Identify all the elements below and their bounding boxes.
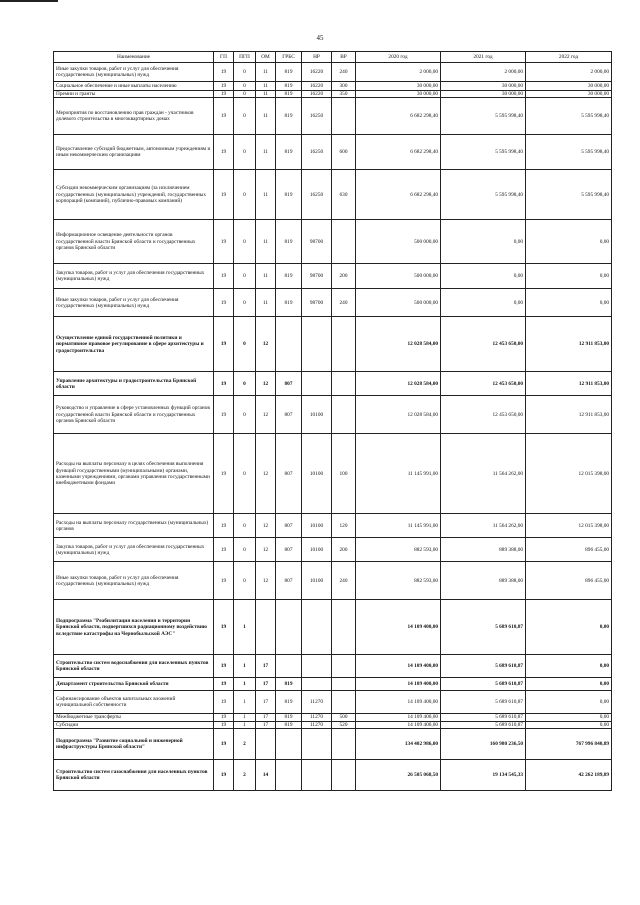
row-vr: 240 bbox=[332, 562, 356, 600]
row-grbs bbox=[276, 655, 302, 678]
header-vr: ВР bbox=[332, 52, 356, 63]
top-rule bbox=[0, 0, 58, 2]
row-gp: 19 bbox=[214, 372, 234, 396]
table-row bbox=[54, 514, 612, 538]
row-pgp: 0 bbox=[234, 434, 256, 514]
row-nr bbox=[302, 372, 332, 396]
table-row bbox=[54, 760, 612, 791]
row-2021: 12 453 650,00 bbox=[441, 317, 526, 372]
row-2020: 14 109 400,00 bbox=[356, 721, 441, 728]
row-om: 11 bbox=[256, 63, 276, 82]
row-vr bbox=[332, 220, 356, 264]
row-2020: 14 109 400,00 bbox=[356, 655, 441, 678]
row-2022: 12 911 853,00 bbox=[526, 372, 612, 396]
row-vr bbox=[332, 600, 356, 655]
row-nr bbox=[302, 729, 332, 760]
row-om: 12 bbox=[256, 317, 276, 372]
row-2020: 14 109 400,00 bbox=[356, 691, 441, 714]
row-name: Премии и гранты bbox=[54, 91, 214, 98]
row-nr: 10100 bbox=[302, 562, 332, 600]
row-om: 17 bbox=[256, 691, 276, 714]
row-vr: 120 bbox=[332, 514, 356, 538]
row-vr: 240 bbox=[332, 63, 356, 82]
row-nr: 98700 bbox=[302, 264, 332, 289]
header-name: Наименование bbox=[54, 52, 214, 63]
row-pgp: 0 bbox=[234, 396, 256, 434]
header-2022: 2022 год bbox=[526, 52, 612, 63]
table-row bbox=[54, 600, 612, 655]
row-2020: 30 000,00 bbox=[356, 91, 441, 98]
row-2022: 2 000,00 bbox=[526, 63, 612, 82]
table-row bbox=[54, 264, 612, 289]
table-row bbox=[54, 317, 612, 372]
table-row bbox=[54, 655, 612, 678]
row-grbs: 819 bbox=[276, 170, 302, 220]
row-om: 11 bbox=[256, 264, 276, 289]
row-2020: 6 682 298,40 bbox=[356, 170, 441, 220]
header-om: ОМ bbox=[256, 52, 276, 63]
row-gp: 19 bbox=[214, 317, 234, 372]
row-pgp: 1 bbox=[234, 721, 256, 728]
row-2021: 30 000,00 bbox=[441, 82, 526, 91]
row-vr: 500 bbox=[332, 714, 356, 721]
row-om: 11 bbox=[256, 220, 276, 264]
row-vr bbox=[332, 691, 356, 714]
row-2022: 0,00 bbox=[526, 220, 612, 264]
row-grbs bbox=[276, 600, 302, 655]
row-om: 11 bbox=[256, 82, 276, 91]
row-om: 12 bbox=[256, 396, 276, 434]
row-gp: 19 bbox=[214, 655, 234, 678]
row-vr: 520 bbox=[332, 721, 356, 728]
row-gp: 19 bbox=[214, 82, 234, 91]
table-row bbox=[54, 91, 612, 98]
row-2020: 882 593,00 bbox=[356, 538, 441, 562]
row-name: Строительство систем водоснабжения для населенных пунктов Брянской области bbox=[54, 655, 214, 678]
row-om: 12 bbox=[256, 562, 276, 600]
table-row bbox=[54, 721, 612, 728]
row-om: 17 bbox=[256, 714, 276, 721]
row-2022: 0,00 bbox=[526, 691, 612, 714]
row-2020: 14 109 400,00 bbox=[356, 678, 441, 691]
row-nr: 98700 bbox=[302, 220, 332, 264]
row-2022: 0,00 bbox=[526, 721, 612, 728]
row-gp: 19 bbox=[214, 98, 234, 135]
row-gp: 19 bbox=[214, 760, 234, 791]
row-om bbox=[256, 600, 276, 655]
header-pgp: ПГП bbox=[234, 52, 256, 63]
row-2022: 42 262 189,89 bbox=[526, 760, 612, 791]
row-nr: 16220 bbox=[302, 82, 332, 91]
row-om: 12 bbox=[256, 434, 276, 514]
row-2021: 0,00 bbox=[441, 220, 526, 264]
row-grbs: 819 bbox=[276, 91, 302, 98]
row-2022: 0,00 bbox=[526, 600, 612, 655]
row-pgp: 2 bbox=[234, 760, 256, 791]
row-nr: 16250 bbox=[302, 98, 332, 135]
row-vr bbox=[332, 317, 356, 372]
row-pgp: 1 bbox=[234, 600, 256, 655]
row-2022: 0,00 bbox=[526, 678, 612, 691]
header-nr: НР bbox=[302, 52, 332, 63]
table-row bbox=[54, 538, 612, 562]
row-2022: 896 455,00 bbox=[526, 538, 612, 562]
row-grbs bbox=[276, 317, 302, 372]
row-2020: 500 000,00 bbox=[356, 264, 441, 289]
row-name: Иные закупки товаров, работ и услуг для обеспечения государственных (муниципальных) нужд bbox=[54, 289, 214, 317]
row-om: 12 bbox=[256, 538, 276, 562]
row-2022: 5 595 998,40 bbox=[526, 98, 612, 135]
row-nr: 98700 bbox=[302, 289, 332, 317]
row-om: 12 bbox=[256, 514, 276, 538]
row-grbs: 807 bbox=[276, 434, 302, 514]
row-om: 11 bbox=[256, 135, 276, 170]
row-nr: 16220 bbox=[302, 63, 332, 82]
row-om: 17 bbox=[256, 655, 276, 678]
row-vr: 200 bbox=[332, 538, 356, 562]
row-nr: 10100 bbox=[302, 396, 332, 434]
row-pgp: 1 bbox=[234, 714, 256, 721]
budget-table bbox=[53, 51, 612, 791]
row-gp: 19 bbox=[214, 562, 234, 600]
row-2020: 14 109 400,00 bbox=[356, 714, 441, 721]
row-2022: 12 015 398,00 bbox=[526, 514, 612, 538]
row-2020: 500 000,00 bbox=[356, 289, 441, 317]
row-name: Строительство систем газоснабжения для населенных пунктов Брянской области bbox=[54, 760, 214, 791]
row-2020: 12 028 584,00 bbox=[356, 317, 441, 372]
row-vr: 100 bbox=[332, 434, 356, 514]
row-2020: 30 000,00 bbox=[356, 82, 441, 91]
row-2021: 0,00 bbox=[441, 264, 526, 289]
row-vr bbox=[332, 98, 356, 135]
table-row bbox=[54, 562, 612, 600]
row-om: 11 bbox=[256, 91, 276, 98]
row-nr bbox=[302, 317, 332, 372]
table-row bbox=[54, 98, 612, 135]
row-2021: 5 595 998,40 bbox=[441, 98, 526, 135]
row-grbs: 819 bbox=[276, 63, 302, 82]
row-name: Субсидии bbox=[54, 721, 214, 728]
row-pgp: 0 bbox=[234, 82, 256, 91]
row-2021: 5 689 610,87 bbox=[441, 655, 526, 678]
row-grbs: 819 bbox=[276, 289, 302, 317]
row-nr: 16220 bbox=[302, 91, 332, 98]
row-name: Предоставление субсидий бюджетным, автономным учреждениям и иным некоммерческим организациям bbox=[54, 135, 214, 170]
row-gp: 19 bbox=[214, 264, 234, 289]
row-2021: 12 453 650,00 bbox=[441, 372, 526, 396]
table-row bbox=[54, 170, 612, 220]
row-grbs: 819 bbox=[276, 714, 302, 721]
row-gp: 19 bbox=[214, 91, 234, 98]
row-nr: 10100 bbox=[302, 514, 332, 538]
row-2021: 889 388,00 bbox=[441, 562, 526, 600]
row-grbs: 807 bbox=[276, 514, 302, 538]
table-row bbox=[54, 678, 612, 691]
row-2022: 30 000,00 bbox=[526, 91, 612, 98]
row-vr bbox=[332, 372, 356, 396]
row-2021: 11 564 262,00 bbox=[441, 434, 526, 514]
row-2020: 6 682 298,40 bbox=[356, 98, 441, 135]
row-om bbox=[256, 729, 276, 760]
row-grbs: 819 bbox=[276, 220, 302, 264]
row-gp: 19 bbox=[214, 721, 234, 728]
row-2020: 11 145 991,00 bbox=[356, 514, 441, 538]
row-pgp: 0 bbox=[234, 264, 256, 289]
row-om: 17 bbox=[256, 678, 276, 691]
row-2021: 0,00 bbox=[441, 289, 526, 317]
row-grbs: 819 bbox=[276, 691, 302, 714]
row-name: Департамент строительства Брянской области bbox=[54, 678, 214, 691]
row-grbs bbox=[276, 729, 302, 760]
row-nr bbox=[302, 655, 332, 678]
row-vr bbox=[332, 760, 356, 791]
row-2022: 5 595 998,40 bbox=[526, 135, 612, 170]
row-gp: 19 bbox=[214, 63, 234, 82]
table-row bbox=[54, 691, 612, 714]
header-2021: 2021 год bbox=[441, 52, 526, 63]
header-gp: ГП bbox=[214, 52, 234, 63]
row-name: Расходы на выплаты персоналу государственных (муниципальных) органов bbox=[54, 514, 214, 538]
row-om: 11 bbox=[256, 170, 276, 220]
row-vr: 240 bbox=[332, 289, 356, 317]
row-grbs: 819 bbox=[276, 135, 302, 170]
table-row bbox=[54, 729, 612, 760]
row-nr bbox=[302, 760, 332, 791]
row-gp: 19 bbox=[214, 538, 234, 562]
row-name: Управление архитектуры и градостроительства Брянской области bbox=[54, 372, 214, 396]
header-2020: 2020 год bbox=[356, 52, 441, 63]
row-2020: 2 000,00 bbox=[356, 63, 441, 82]
row-2020: 882 593,00 bbox=[356, 562, 441, 600]
row-vr bbox=[332, 396, 356, 434]
row-2022: 896 455,00 bbox=[526, 562, 612, 600]
row-gp: 19 bbox=[214, 170, 234, 220]
row-pgp: 1 bbox=[234, 678, 256, 691]
row-pgp: 0 bbox=[234, 538, 256, 562]
table-row bbox=[54, 396, 612, 434]
row-pgp: 0 bbox=[234, 317, 256, 372]
row-nr: 16250 bbox=[302, 170, 332, 220]
row-gp: 19 bbox=[214, 514, 234, 538]
row-pgp: 0 bbox=[234, 372, 256, 396]
row-pgp: 2 bbox=[234, 729, 256, 760]
row-pgp: 0 bbox=[234, 562, 256, 600]
row-gp: 19 bbox=[214, 220, 234, 264]
row-grbs bbox=[276, 760, 302, 791]
page-number: 45 bbox=[316, 34, 324, 42]
row-om: 11 bbox=[256, 98, 276, 135]
row-grbs: 807 bbox=[276, 372, 302, 396]
row-pgp: 0 bbox=[234, 91, 256, 98]
row-name: Руководство и управление в сфере установленных функций органов государственной власти Брянской области и государственных органов Брянской области bbox=[54, 396, 214, 434]
row-grbs: 807 bbox=[276, 396, 302, 434]
row-2020: 12 028 584,00 bbox=[356, 372, 441, 396]
row-name: Осуществление единой государственной политики и нормативное правовое регулирование в сфере архитектуры и градостроительства bbox=[54, 317, 214, 372]
row-2021: 5 689 610,87 bbox=[441, 714, 526, 721]
row-grbs: 819 bbox=[276, 721, 302, 728]
row-gp: 19 bbox=[214, 691, 234, 714]
row-2020: 6 682 298,40 bbox=[356, 135, 441, 170]
row-name: Закупка товаров, работ и услуг для обеспечения государственных (муниципальных) нужд bbox=[54, 538, 214, 562]
row-gp: 19 bbox=[214, 714, 234, 721]
row-2020: 11 145 991,00 bbox=[356, 434, 441, 514]
row-pgp: 1 bbox=[234, 691, 256, 714]
row-grbs: 819 bbox=[276, 82, 302, 91]
row-gp: 19 bbox=[214, 600, 234, 655]
row-2021: 5 689 610,87 bbox=[441, 721, 526, 728]
row-name: Социальное обеспечение и иные выплаты населению bbox=[54, 82, 214, 91]
row-vr bbox=[332, 678, 356, 691]
row-2021: 889 388,00 bbox=[441, 538, 526, 562]
row-om: 11 bbox=[256, 289, 276, 317]
row-gp: 19 bbox=[214, 289, 234, 317]
row-2021: 160 980 236,50 bbox=[441, 729, 526, 760]
row-pgp: 0 bbox=[234, 170, 256, 220]
row-2020: 14 109 400,00 bbox=[356, 600, 441, 655]
row-2020: 26 505 068,50 bbox=[356, 760, 441, 791]
row-2021: 19 134 545,33 bbox=[441, 760, 526, 791]
row-gp: 19 bbox=[214, 678, 234, 691]
header-grbs: ГРБС bbox=[276, 52, 302, 63]
row-pgp: 0 bbox=[234, 514, 256, 538]
row-grbs: 819 bbox=[276, 678, 302, 691]
row-nr: 10100 bbox=[302, 434, 332, 514]
row-pgp: 0 bbox=[234, 289, 256, 317]
row-2022: 12 015 398,00 bbox=[526, 434, 612, 514]
row-2021: 5 595 998,40 bbox=[441, 135, 526, 170]
row-2022: 30 000,00 bbox=[526, 82, 612, 91]
table-row bbox=[54, 220, 612, 264]
row-2020: 12 028 584,00 bbox=[356, 396, 441, 434]
row-name: Информационное освещение деятельности органов государственной власти Брянской области и государственных органов Брянской области bbox=[54, 220, 214, 264]
table-row bbox=[54, 714, 612, 721]
row-2021: 12 453 650,00 bbox=[441, 396, 526, 434]
row-gp: 19 bbox=[214, 434, 234, 514]
row-nr: 16250 bbox=[302, 135, 332, 170]
row-nr bbox=[302, 678, 332, 691]
row-2022: 0,00 bbox=[526, 655, 612, 678]
row-name: Закупка товаров, работ и услуг для обеспечения государственных (муниципальных) нужд bbox=[54, 264, 214, 289]
row-grbs: 807 bbox=[276, 538, 302, 562]
table-row bbox=[54, 289, 612, 317]
row-2022: 12 911 853,00 bbox=[526, 317, 612, 372]
row-grbs: 807 bbox=[276, 562, 302, 600]
row-pgp: 0 bbox=[234, 135, 256, 170]
row-name: Субсидии некоммерческим организациям (за исключением государственных (муниципальных) учреждений, государственных корпораций (компаний), публично-правовых компаний) bbox=[54, 170, 214, 220]
row-2021: 5 689 610,87 bbox=[441, 691, 526, 714]
row-gp: 19 bbox=[214, 396, 234, 434]
row-2022: 0,00 bbox=[526, 714, 612, 721]
row-vr: 200 bbox=[332, 264, 356, 289]
row-grbs: 819 bbox=[276, 98, 302, 135]
row-2022: 767 996 840,89 bbox=[526, 729, 612, 760]
row-2020: 500 000,00 bbox=[356, 220, 441, 264]
row-gp: 19 bbox=[214, 135, 234, 170]
row-2021: 5 689 610,87 bbox=[441, 678, 526, 691]
row-2021: 11 564 262,00 bbox=[441, 514, 526, 538]
row-2021: 30 000,00 bbox=[441, 91, 526, 98]
row-grbs: 819 bbox=[276, 264, 302, 289]
row-2021: 5 595 998,40 bbox=[441, 170, 526, 220]
row-vr: 300 bbox=[332, 82, 356, 91]
row-nr: 10100 bbox=[302, 538, 332, 562]
table-row bbox=[54, 372, 612, 396]
row-name: Мероприятия по восстановлению прав граждан - участников долевого строительства в многоквартирных домах bbox=[54, 98, 214, 135]
row-2022: 0,00 bbox=[526, 289, 612, 317]
row-nr bbox=[302, 600, 332, 655]
row-nr: 11270 bbox=[302, 714, 332, 721]
row-om: 17 bbox=[256, 721, 276, 728]
row-2022: 12 911 853,00 bbox=[526, 396, 612, 434]
row-name: Подпрограмма "Реабилитация населения и территории Брянской области, подвергшихся радиационному воздействию вследствие катастрофы на Чернобыльской АЭС" bbox=[54, 600, 214, 655]
row-pgp: 0 bbox=[234, 98, 256, 135]
row-name: Подпрограмма "Развитие социальной и инженерной инфраструктуры Брянской области" bbox=[54, 729, 214, 760]
table-row bbox=[54, 82, 612, 91]
row-nr: 11270 bbox=[302, 691, 332, 714]
row-vr: 630 bbox=[332, 170, 356, 220]
table-row bbox=[54, 135, 612, 170]
row-2022: 0,00 bbox=[526, 264, 612, 289]
row-2020: 134 402 986,00 bbox=[356, 729, 441, 760]
row-nr: 11270 bbox=[302, 721, 332, 728]
row-name: Межбюджетные трансферты bbox=[54, 714, 214, 721]
row-om: 14 bbox=[256, 760, 276, 791]
row-pgp: 0 bbox=[234, 63, 256, 82]
row-vr bbox=[332, 655, 356, 678]
row-gp: 19 bbox=[214, 729, 234, 760]
row-vr: 600 bbox=[332, 135, 356, 170]
row-pgp: 0 bbox=[234, 220, 256, 264]
table-row bbox=[54, 434, 612, 514]
row-name: Расходы на выплаты персоналу в целях обеспечения выполнения функций государственными (муниципальными) органами, казенными учреждениями, органами управления государственными внебюджетными фондами bbox=[54, 434, 214, 514]
row-2021: 5 689 610,87 bbox=[441, 600, 526, 655]
row-vr: 350 bbox=[332, 91, 356, 98]
row-2021: 2 000,00 bbox=[441, 63, 526, 82]
row-pgp: 1 bbox=[234, 655, 256, 678]
table-header bbox=[54, 52, 612, 63]
table-row bbox=[54, 63, 612, 82]
row-name: Иные закупки товаров, работ и услуг для обеспечения государственных (муниципальных) нужд bbox=[54, 63, 214, 82]
row-name: Софинансирование объектов капитальных вложений муниципальной собственности bbox=[54, 691, 214, 714]
row-om: 12 bbox=[256, 372, 276, 396]
row-name: Иные закупки товаров, работ и услуг для обеспечения государственных (муниципальных) нужд bbox=[54, 562, 214, 600]
row-2022: 5 595 998,40 bbox=[526, 170, 612, 220]
row-vr bbox=[332, 729, 356, 760]
